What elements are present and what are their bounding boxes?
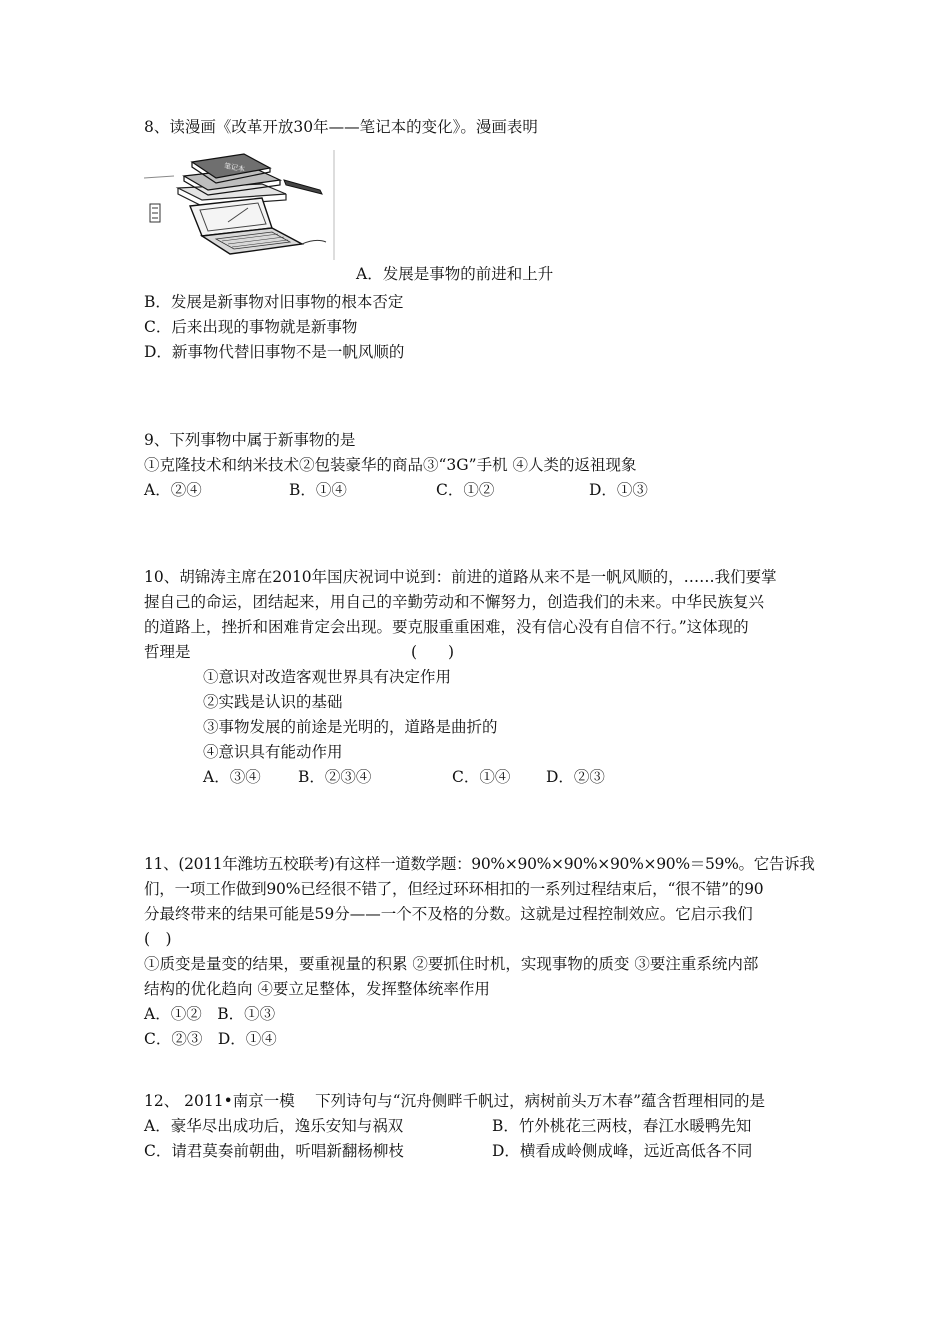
q12-option-c: C．请君莫奏前朝曲，听唱新翻杨柳枝 <box>144 1142 404 1160</box>
q9-option-d: D．①③ <box>589 481 648 499</box>
q11-line-6: 结构的优化趋向 ④要立足整体，发挥整体统率作用 <box>144 980 490 998</box>
q8-option-b: B．发展是新事物对旧事物的根本否定 <box>144 293 404 311</box>
notebook-cartoon-image <box>144 150 336 260</box>
q12-option-b: B．竹外桃花三两枝，春江水暖鸭先知 <box>492 1117 752 1135</box>
q8-option-c: C．后来出现的事物就是新事物 <box>144 318 358 336</box>
q10-line-1: 10、胡锦涛主席在2010年国庆祝词中说到：前进的道路从来不是一帆风顺的，……我们要掌 <box>144 568 777 586</box>
q8-option-d: D．新事物代替旧事物不是一帆风顺的 <box>144 343 405 361</box>
q11-line-4: ( ) <box>144 930 172 948</box>
q10-item-1: ①意识对改造客观世界具有决定作用 <box>203 668 452 686</box>
q9-option-b: B．①④ <box>289 481 347 499</box>
q9-option-c: C．①② <box>436 481 495 499</box>
q9-items: ①克隆技术和纳米技术②包装豪华的商品③“3G”手机 ④人类的返祖现象 <box>144 456 637 474</box>
q10-line-2: 握自己的命运，团结起来，用自己的辛勤劳动和不懈努力，创造我们的未来。中华民族复兴 <box>144 593 765 611</box>
q10-item-2: ②实践是认识的基础 <box>203 693 343 711</box>
q11-options-row-1: A．①② B．①③ <box>144 1005 276 1023</box>
q12-option-d: D．横看成岭侧成峰，远近高低各不同 <box>492 1142 753 1160</box>
q11-options-row-2: C．②③ D．①④ <box>144 1030 277 1048</box>
q10-option-b: B．②③④ <box>298 768 372 786</box>
q12-option-a: A．豪华尽出成功后，逸乐安知与祸双 <box>144 1117 404 1135</box>
notebook-label: 笔记本 <box>223 162 246 174</box>
q9-option-a: A．②④ <box>144 481 202 499</box>
q10-option-a: A．③④ <box>203 768 261 786</box>
q10-item-3: ③事物发展的前途是光明的，道路是曲折的 <box>203 718 498 736</box>
q11-line-5: ①质变是量变的结果，要重视量的积累 ②要抓住时机，实现事物的质变 ③要注重系统内部 <box>144 955 759 973</box>
q10-option-c: C．①④ <box>452 768 511 786</box>
q8-option-a: A．发展是事物的前进和上升 <box>356 265 554 283</box>
q8-stem: 8、读漫画《改革开放30年——笔记本的变化》。漫画表明 <box>144 118 538 136</box>
q10-option-d: D．②③ <box>546 768 605 786</box>
q10-line-4: 哲理是 <box>144 643 191 661</box>
q11-line-1: 11、(2011年潍坊五校联考)有这样一道数学题：90%×90%×90%×90%×90%＝59%。它告诉我 <box>144 855 815 873</box>
q11-line-2: 们，一项工作做到90%已经很不错了，但经过环环相扣的一系列过程结束后，“很不错”的90 <box>144 880 764 898</box>
q9-stem: 9、下列事物中属于新事物的是 <box>144 431 356 449</box>
q10-line-3: 的道路上，挫折和困难肯定会出现。要克服重重困难，没有信心没有自信不行。”这体现的 <box>144 618 749 636</box>
q11-line-3: 分最终带来的结果可能是59分——一个不及格的分数。这就是过程控制效应。它启示我们 <box>144 905 753 923</box>
q12-stem: 12、 2011•南京一模 下列诗句与“沉舟侧畔千帆过，病树前头万木春”蕴含哲理相同的是 <box>144 1092 766 1110</box>
q10-item-4: ④意识具有能动作用 <box>203 743 343 761</box>
q10-answer-paren: ( ) <box>411 643 455 661</box>
